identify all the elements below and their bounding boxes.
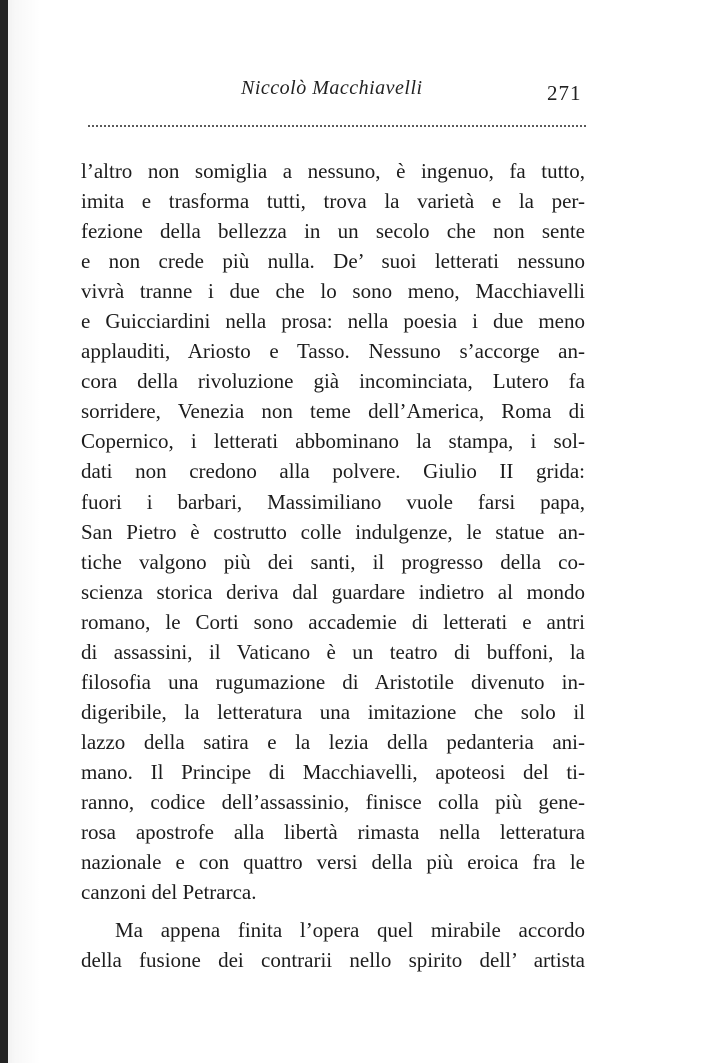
text-line: canzoni del Petrarca.: [81, 880, 257, 905]
text-line: dati non credono alla polvere. Giulio II grida:: [81, 459, 585, 484]
text-line: ranno, codice dell’assassinio, finisce colla più gene-: [81, 789, 585, 814]
running-title: Niccolò Macchiavelli: [241, 77, 423, 99]
header-dotted-rule: [88, 125, 586, 127]
text-line: nazionale e con quattro versi della più eroica fra le: [81, 850, 585, 875]
paragraph-gap: [81, 907, 585, 915]
text-line: e non crede più nulla. De’ suoi letterati nessuno: [81, 249, 585, 274]
text-line: rosa apostrofe alla libertà rimasta nella letteratura: [81, 820, 585, 845]
text-line: Copernico, i letterati abbominano la stampa, i sol-: [81, 429, 585, 454]
book-spine-shadow: [0, 0, 8, 1063]
text-line: vivrà tranne i due che lo sono meno, Macchiavelli: [81, 279, 585, 304]
text-line: applauditi, Ariosto e Tasso. Nessuno s’accorge an-: [81, 339, 585, 364]
text-line: Ma appena finita l’opera quel mirabile accordo: [115, 918, 585, 943]
text-line: digeribile, la letteratura una imitazione che solo il: [81, 699, 585, 724]
text-line: di assassini, il Vaticano è un teatro di buffoni, la: [81, 639, 585, 664]
text-line: scienza storica deriva dal guardare indietro al mondo: [81, 579, 585, 604]
text-line: romano, le Corti sono accademie di letterati e antri: [81, 609, 585, 634]
text-line: San Pietro è costrutto colle indulgenze, le statue an-: [81, 519, 585, 544]
text-line: lazzo della satira e la lezia della pedanteria ani-: [81, 729, 585, 754]
text-line: sorridere, Venezia non teme dell’America, Roma di: [81, 399, 585, 424]
text-line: mano. Il Principe di Macchiavelli, apoteosi del ti-: [81, 759, 585, 784]
text-line: filosofia una rugumazione di Aristotile divenuto in-: [81, 669, 585, 694]
body-text: [81, 156, 585, 975]
text-line: della fusione dei contrarii nello spirito dell’ artista: [81, 948, 585, 973]
text-line: fuori i barbari, Massimiliano vuole farsi papa,: [81, 489, 585, 514]
text-line: imita e trasforma tutti, trova la varietà e la per-: [81, 189, 585, 214]
text-line: e Guicciardini nella prosa: nella poesia i due meno: [81, 309, 585, 334]
text-line: tiche valgono più dei santi, il progresso della co-: [81, 549, 585, 574]
page-number: 271: [547, 81, 582, 105]
text-line: cora della rivoluzione già incominciata, Lutero fa: [81, 369, 585, 394]
text-line: fezione della bellezza in un secolo che non sente: [81, 219, 585, 244]
text-line: l’altro non somiglia a nessuno, è ingenuo, fa tutto,: [81, 159, 585, 183]
